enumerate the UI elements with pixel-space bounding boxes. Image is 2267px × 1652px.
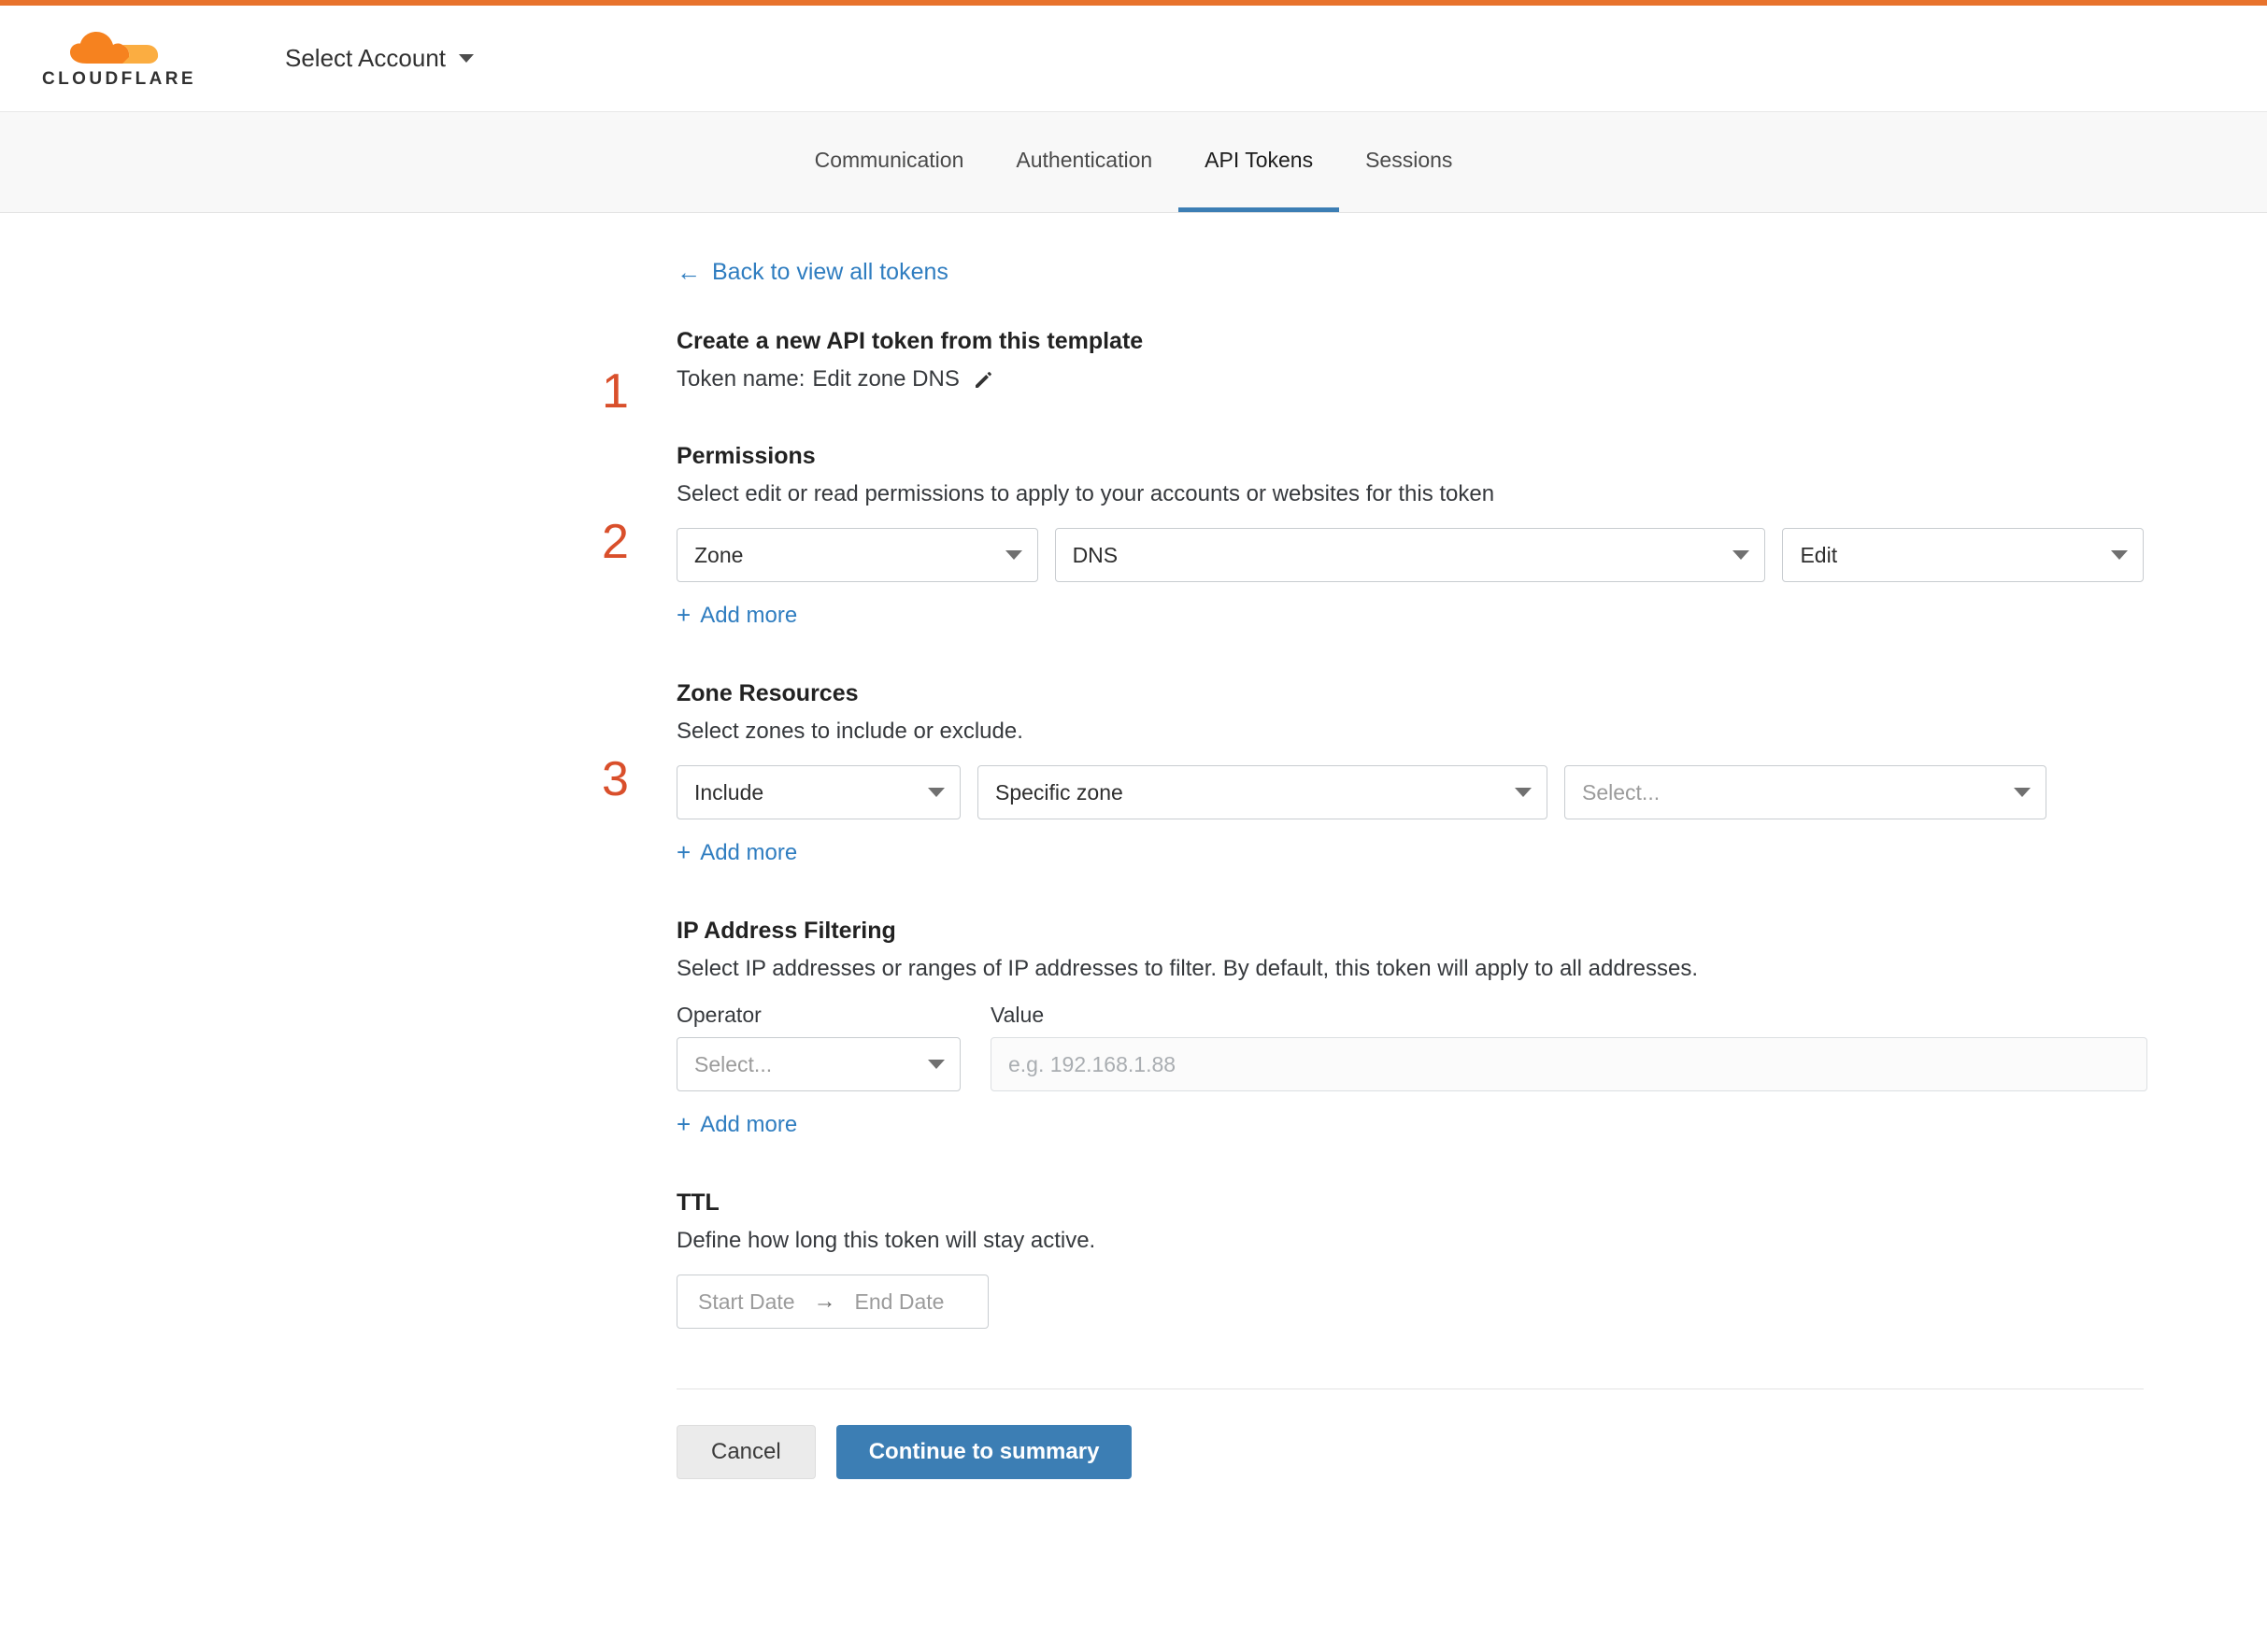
operator-label: Operator [677, 1003, 762, 1027]
token-name-value: Edit zone DNS [812, 366, 960, 392]
step-number-3: 3 [602, 752, 629, 806]
ttl-start-date: Start Date [698, 1289, 795, 1314]
zone-scope-value: Specific zone [995, 779, 1123, 805]
permission-scope-value: Zone [694, 542, 744, 567]
edit-pencil-icon[interactable] [973, 368, 995, 391]
cancel-button-label: Cancel [711, 1439, 781, 1464]
step-number-1: 1 [602, 364, 629, 419]
ttl-title: TTL [677, 1189, 720, 1216]
plus-icon: + [677, 1110, 692, 1138]
zone-resources-subtitle: Select zones to include or exclude. [677, 719, 1023, 744]
ip-operator-select[interactable] [677, 1037, 961, 1091]
ttl-end-date: End Date [854, 1289, 945, 1314]
chevron-down-icon [2014, 788, 2031, 797]
zone-resources-row [677, 765, 2144, 819]
ip-filtering-section [677, 918, 2144, 1139]
value-label: Value [991, 1003, 1045, 1027]
permissions-title: Permissions [677, 443, 816, 469]
chevron-down-icon [1732, 550, 1749, 560]
ip-filtering-add-more-button[interactable] [677, 1110, 2144, 1139]
zone-name-select[interactable] [1564, 765, 2046, 819]
tab-label: Communication [814, 147, 964, 172]
logo-wordmark: CLOUDFLARE [42, 68, 196, 89]
permission-level-select[interactable] [1782, 528, 2144, 582]
tab-api-tokens[interactable] [1178, 112, 1339, 212]
cloud-icon [64, 28, 175, 67]
zone-inclusion-select[interactable] [677, 765, 961, 819]
tab-label: Authentication [1016, 147, 1153, 172]
permissions-add-more-button[interactable] [677, 601, 2144, 630]
tab-sessions[interactable] [1339, 112, 1478, 212]
zone-resources-add-more-button[interactable] [677, 838, 2144, 867]
footer-actions [677, 1425, 2144, 1479]
chevron-down-icon [928, 1060, 945, 1069]
arrow-right-icon: → [813, 1289, 836, 1314]
account-selector-label: Select Account [285, 44, 446, 72]
ttl-subtitle: Define how long this token will stay active. [677, 1228, 1096, 1253]
permissions-section [602, 443, 2144, 630]
permissions-row [677, 528, 2144, 582]
tab-label: Sessions [1365, 147, 1453, 172]
create-token-title: Create a new API token from this template [677, 328, 1144, 354]
add-more-label: Add more [700, 1111, 798, 1137]
cloudflare-logo [28, 28, 210, 90]
zone-inclusion-value: Include [694, 779, 764, 805]
tab-communication[interactable] [789, 112, 991, 212]
ip-filtering-row [677, 1003, 2144, 1091]
create-token-section [602, 328, 2144, 419]
zone-resources-title: Zone Resources [677, 680, 859, 706]
ip-value-input[interactable] [991, 1037, 2147, 1091]
ip-filtering-subtitle: Select IP addresses or ranges of IP addresses to filter. By default, this token will apply to all addresses. [677, 956, 1699, 981]
chevron-down-icon [1515, 788, 1532, 797]
arrow-left-icon: ← [677, 258, 701, 286]
chevron-down-icon [928, 788, 945, 797]
tab-label: API Tokens [1205, 147, 1314, 172]
chevron-down-icon [2111, 550, 2128, 560]
ip-operator-value: Select... [694, 1051, 773, 1076]
permission-resource-select[interactable] [1055, 528, 1766, 582]
app-header [0, 6, 2267, 112]
back-to-tokens-link[interactable] [677, 258, 2144, 287]
permission-scope-select[interactable] [677, 528, 1038, 582]
account-selector[interactable] [285, 44, 474, 73]
token-name-label: Token name: [677, 366, 806, 392]
main-content [0, 213, 2267, 1479]
chevron-down-icon [1005, 550, 1022, 560]
cancel-button[interactable] [677, 1425, 816, 1479]
tab-authentication[interactable] [990, 112, 1178, 212]
token-name-row [677, 366, 2144, 392]
add-more-label: Add more [700, 839, 798, 865]
ttl-section [677, 1189, 2144, 1329]
add-more-label: Add more [700, 602, 798, 628]
plus-icon: + [677, 601, 692, 629]
zone-resources-section [602, 680, 2144, 867]
continue-button-label: Continue to summary [868, 1439, 1100, 1464]
back-link-label: Back to view all tokens [712, 259, 948, 285]
continue-to-summary-button[interactable] [836, 1425, 1133, 1479]
step-number-2: 2 [602, 515, 629, 569]
ip-filtering-title: IP Address Filtering [677, 918, 896, 944]
zone-scope-select[interactable] [977, 765, 1547, 819]
ttl-date-range-picker[interactable] [677, 1275, 989, 1329]
ip-value-placeholder: e.g. 192.168.1.88 [1008, 1051, 1176, 1076]
zone-name-value: Select... [1582, 779, 1661, 805]
permission-level-value: Edit [1800, 542, 1838, 567]
plus-icon: + [677, 838, 692, 866]
chevron-down-icon [459, 54, 474, 63]
permission-resource-value: DNS [1072, 542, 1119, 567]
section-nav [0, 112, 2267, 213]
permissions-subtitle: Select edit or read permissions to apply to your accounts or websites for this token [677, 481, 1495, 506]
